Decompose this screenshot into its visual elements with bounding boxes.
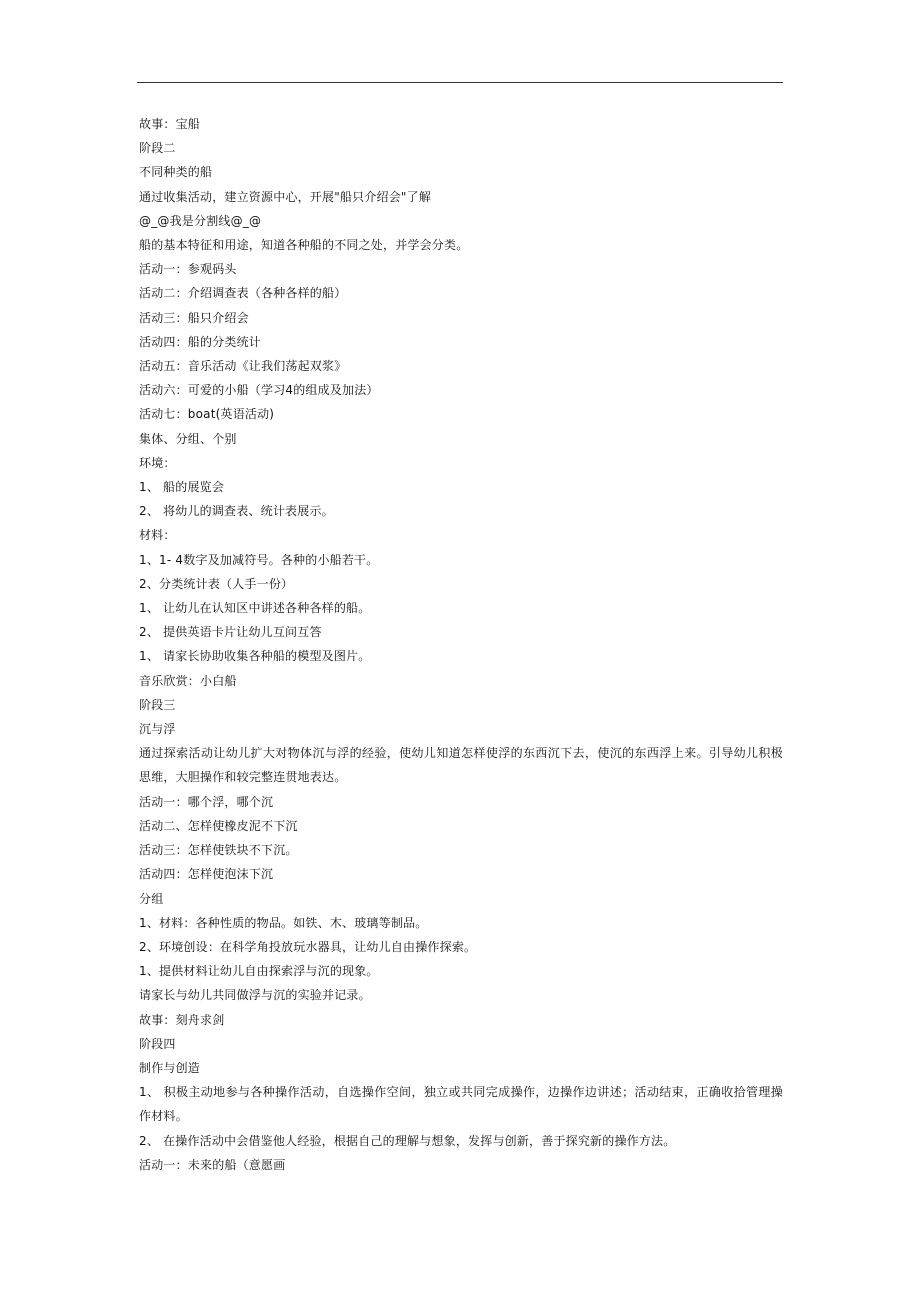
text-line: 故事：刻舟求剑 [139, 1012, 225, 1027]
text-line: 通过收集活动，建立资源中心，开展"船只介绍会"了解 [139, 189, 432, 204]
list-item: 1、提供材料让幼儿自由探索浮与沉的现象。 [139, 964, 379, 979]
activity-item: 活动七：boat(英语活动) [139, 407, 275, 422]
list-item: 2、 将幼儿的调查表、统计表展示。 [139, 504, 334, 519]
activity-item: 活动二、怎样使橡皮泥不下沉 [139, 818, 298, 833]
stage-heading: 阶段四 [139, 1036, 176, 1051]
document-body [139, 112, 783, 1177]
paragraph: 1、 积极主动地参与各种操作活动，自选操作空间，独立或共同完成操作，边操作边讲述；活动结束，正确收拾管理操作材料。 [139, 1085, 783, 1124]
list-item: 1、1- 4数字及加减符号。各种的小船若干。 [139, 552, 379, 567]
activity-item: 活动五：音乐活动《让我们荡起双浆》 [139, 359, 347, 374]
text-line: 分组 [139, 891, 164, 906]
list-item: 1、 请家长协助收集各种船的模型及图片。 [139, 649, 371, 664]
stage-heading: 阶段三 [139, 697, 176, 712]
list-item: 2、分类统计表（人手一份） [139, 576, 294, 591]
topic-title: 沉与浮 [139, 722, 176, 737]
activity-item: 活动六：可爱的小船（学习4的组成及加法） [139, 383, 379, 398]
activity-item: 活动一：参观码头 [139, 262, 237, 277]
section-label: 材料： [139, 528, 176, 543]
divider-text: @_@我是分割线@_@ [139, 213, 262, 228]
section-label: 环境： [139, 455, 176, 470]
text-line: 集体、分组、个别 [139, 431, 237, 446]
header-rule [137, 82, 783, 83]
topic-title: 制作与创造 [139, 1060, 201, 1075]
paragraph: 2、 在操作活动中会借鉴他人经验，根据自己的理解与想象，发挥与创新，善于探究新的操作方法。 [139, 1133, 676, 1148]
list-item: 1、 船的展览会 [139, 480, 225, 495]
activity-item: 活动四：怎样使泡沫下沉 [139, 867, 274, 882]
activity-item: 活动一：未来的船（意愿画 [139, 1157, 286, 1172]
list-item: 2、 提供英语卡片让幼儿互问互答 [139, 625, 322, 640]
text-line: 船的基本特征和用途，知道各种船的不同之处，并学会分类。 [139, 238, 469, 253]
activity-item: 活动三：船只介绍会 [139, 310, 249, 325]
list-item: 1、材料：各种性质的物品。如铁、木、玻璃等制品。 [139, 915, 428, 930]
text-line: 故事：宝船 [139, 117, 201, 131]
text-line: 音乐欣赏：小白船 [139, 673, 237, 688]
activity-item: 活动四：船的分类统计 [139, 334, 262, 349]
activity-item: 活动一：哪个浮，哪个沉 [139, 794, 274, 809]
list-item: 1、 让幼儿在认知区中讲述各种各样的船。 [139, 601, 371, 616]
activity-item: 活动二：介绍调查表（各种各样的船） [139, 286, 347, 301]
topic-title: 不同种类的船 [139, 165, 213, 180]
text-line: 请家长与幼儿共同做浮与沉的实验并记录。 [139, 988, 371, 1003]
activity-item: 活动三：怎样使铁块不下沉。 [139, 843, 298, 858]
paragraph: 通过探索活动让幼儿扩大对物体沉与浮的经验，使幼儿知道怎样使浮的东西沉下去，使沉的东西浮上来。引导幼儿积极思维，大胆操作和较完整连贯地表达。 [139, 746, 783, 785]
stage-heading: 阶段二 [139, 141, 176, 156]
list-item: 2、环境创设：在科学角投放玩水器具，让幼儿自由操作探索。 [139, 939, 477, 954]
